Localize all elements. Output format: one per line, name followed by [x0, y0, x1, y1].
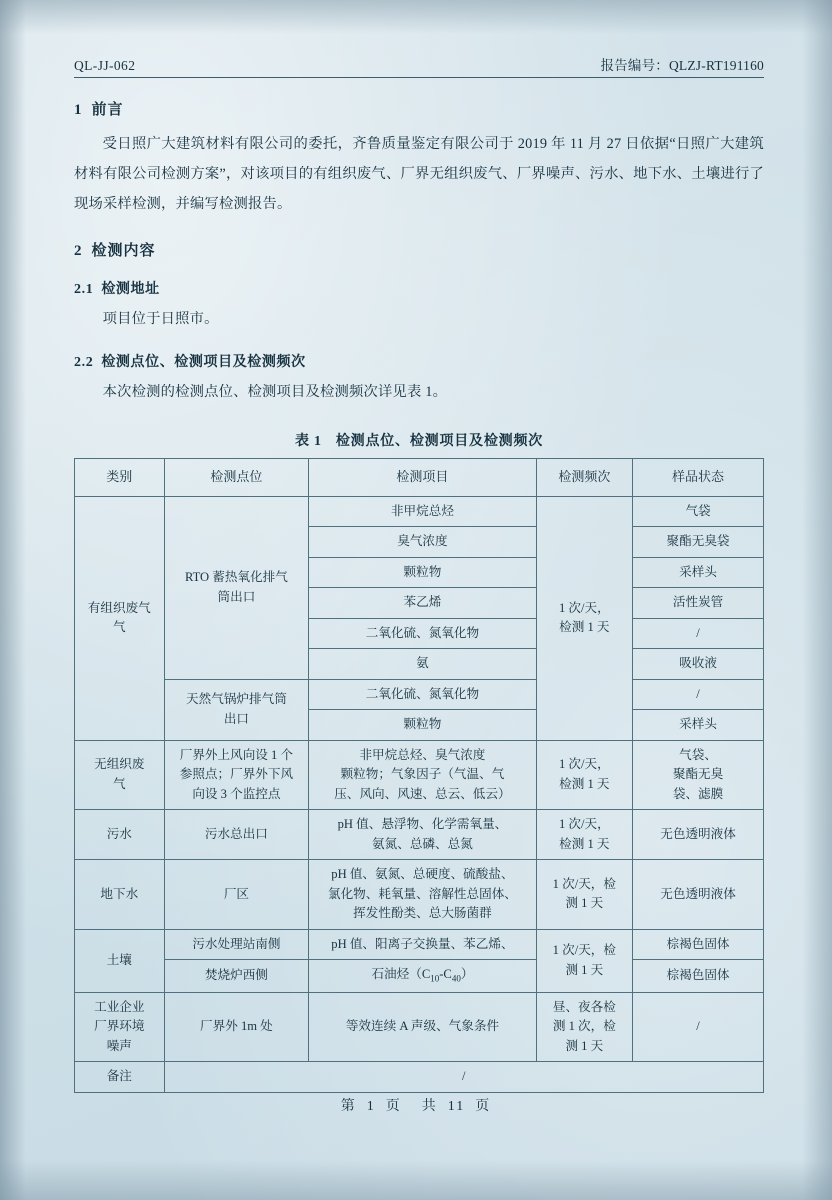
cell-sample-state: 采样头	[633, 710, 764, 741]
cell-site: 污水总出口	[164, 810, 309, 860]
frequency-line-1: 1 次/天，	[558, 600, 610, 615]
cell-site: 污水处理站南侧	[164, 929, 309, 960]
document-code: QL-JJ-062	[74, 58, 136, 73]
cell-item: 二氧化硫、氮氧化物	[309, 618, 536, 649]
cell-category-soil: 土壤	[75, 929, 165, 992]
category-line-2: 厂界环境	[94, 1019, 145, 1034]
cell-item-petroleum	[309, 960, 536, 992]
item-line-2: 氨氮、总磷、总氮	[372, 836, 473, 851]
site-line-2: 参照点；厂界外下风	[179, 767, 294, 782]
frequency-line-2: 检测 1 天	[559, 620, 610, 635]
section-2-2-number: 2.2	[74, 355, 94, 371]
cell-sample-state: 无色透明液体	[633, 810, 764, 860]
cell-site: 焚烧炉西侧	[164, 960, 309, 992]
cell-category-wastewater: 污水	[75, 810, 165, 860]
cell-item: 等效连续 A 声级、气象条件	[309, 992, 536, 1062]
section-heading-2-2	[74, 351, 764, 371]
cell-site: 厂区	[164, 860, 309, 930]
table-row	[75, 929, 764, 960]
cell-sample-state: 棕褐色固体	[633, 929, 764, 960]
category-line-2: 气	[112, 776, 126, 791]
cell-item: 臭气浓度	[309, 527, 536, 558]
page-edge-right	[802, 0, 832, 1200]
cell-item: 颗粒物	[309, 710, 536, 741]
section-2-title: 检测内容	[91, 243, 156, 260]
footer-total-prefix: 共	[421, 1099, 438, 1114]
cell-sample-state: 气袋	[633, 496, 764, 527]
header-category: 类别	[75, 459, 165, 496]
frequency-line-1: 1 次/天，	[558, 817, 610, 832]
footer-page-number: 1	[366, 1099, 376, 1114]
header-item: 检测项目	[309, 459, 536, 496]
item-sub-40: 40	[451, 973, 461, 984]
cell-item: pH 值、阳离子交换量、苯乙烯、	[309, 929, 536, 960]
cell-item: 氨	[309, 649, 536, 680]
item-line-2: 氯化物、耗氧量、溶解性总固体、	[327, 886, 517, 901]
table-row	[75, 992, 764, 1062]
table-row	[75, 740, 764, 810]
site-line-1: 厂界外上风向设 1 个	[179, 747, 294, 762]
frequency-line-3: 测 1 天	[565, 1038, 604, 1053]
frequency-line-1: 1 次/天，检	[552, 876, 616, 891]
table-row	[75, 860, 764, 930]
section-heading-2-1	[74, 278, 764, 298]
table-row	[75, 810, 764, 860]
site-line-1: RTO 蓄热氧化排气	[184, 570, 288, 585]
cell-sample-state	[633, 740, 764, 810]
item-line-2: 颗粒物；气象因子（气温、气	[340, 767, 505, 782]
report-number-value: QLZJ-RT191160	[668, 58, 764, 73]
footer-total-number: 11	[447, 1099, 466, 1114]
site-line-3: 向设 3 个监控点	[192, 786, 281, 801]
frequency-line-2: 检测 1 天	[559, 776, 610, 791]
item-pre: 石油烃（C	[371, 967, 431, 982]
section-heading-2	[74, 239, 764, 260]
frequency-line-1: 1 次/天，检	[552, 943, 616, 958]
frequency-line-2: 测 1 天	[565, 962, 604, 977]
cell-frequency	[536, 860, 632, 930]
cell-sample-state: 采样头	[633, 557, 764, 588]
table-caption-text: 检测点位、检测项目及检测频次	[335, 434, 544, 450]
header-site: 检测点位	[164, 459, 309, 496]
cell-frequency	[536, 810, 632, 860]
state-line-2: 聚酯无臭	[672, 767, 724, 782]
cell-sample-state: 吸收液	[633, 649, 764, 680]
category-line-1: 无组织废	[94, 757, 145, 772]
page-edge-bottom	[0, 1160, 832, 1200]
section-2-1-paragraph: 项目位于日照市。	[102, 311, 219, 328]
footer-page-prefix: 第	[340, 1099, 357, 1114]
cell-frequency	[536, 992, 632, 1062]
cell-frequency	[536, 740, 632, 810]
table-caption	[74, 430, 764, 450]
cell-site	[164, 740, 309, 810]
category-line-2: 气	[112, 620, 126, 635]
page-edge-left	[0, 0, 26, 1200]
item-post: ）	[460, 967, 474, 982]
frequency-line-1: 昼、夜各检	[552, 999, 616, 1014]
category-line-3: 噪声	[106, 1038, 132, 1053]
cell-item: 非甲烷总烃	[309, 496, 536, 527]
section-2-number: 2	[74, 243, 83, 260]
section-2-2-title: 检测点位、检测项目及检测频次	[101, 355, 306, 371]
cell-category-noise	[75, 992, 165, 1062]
cell-item	[309, 740, 536, 810]
state-line-1: 气袋、	[679, 747, 717, 762]
frequency-line-2: 检测 1 天	[559, 836, 610, 851]
category-line-1: 工业企业	[94, 999, 145, 1014]
table-row	[75, 1062, 764, 1093]
page-header	[74, 54, 764, 78]
cell-item: 苯乙烯	[309, 588, 536, 619]
item-line-1: 非甲烷总烃、臭气浓度	[359, 747, 486, 762]
cell-sample-state: /	[633, 679, 764, 710]
cell-sample-state: 棕褐色固体	[633, 960, 764, 992]
site-line-1: 天然气锅炉排气筒	[186, 692, 287, 707]
cell-item: 颗粒物	[309, 557, 536, 588]
header-frequency: 检测频次	[536, 459, 632, 496]
site-line-2: 出口	[223, 711, 249, 726]
table-head	[75, 459, 764, 496]
frequency-line-2: 测 1 天	[565, 896, 604, 911]
report-number-label: 报告编号：	[600, 58, 669, 73]
table-row	[75, 496, 764, 527]
cell-frequency	[536, 929, 632, 992]
table-caption-number: 表 1	[294, 434, 322, 450]
section-1-title: 前言	[91, 102, 124, 118]
section-2-2-paragraph: 本次检测的检测点位、检测项目及检测频次详见表 1。	[102, 384, 448, 401]
report-number	[600, 54, 764, 74]
page-footer	[0, 1095, 832, 1115]
cell-site-rto	[164, 496, 309, 679]
header-sample-state: 样品状态	[633, 459, 764, 496]
section-1-number: 1	[74, 102, 83, 118]
cell-category-remark: 备注	[75, 1062, 165, 1093]
cell-site-boiler	[164, 679, 309, 740]
site-line-2: 筒出口	[217, 589, 256, 604]
cell-frequency-organized	[536, 496, 632, 740]
page-edge-top	[0, 0, 832, 34]
cell-sample-state: 聚酯无臭袋	[633, 527, 764, 558]
cell-category-groundwater: 地下水	[75, 860, 165, 930]
section-1-paragraph: 受日照广大建筑材料有限公司的委托，齐鲁质量鉴定有限公司于 2019 年 11 月 27 日依据“日照广大建筑材料有限公司检测方案”，对该项目的有组织废气、厂界无组织废气、厂界噪声、污水、地下水、土壤进行了现场采样检测，并编写检测报告。	[74, 136, 764, 213]
footer-page-unit: 页	[385, 1099, 402, 1114]
item-line-1: pH 值、氨氮、总硬度、硫酸盐、	[331, 867, 514, 882]
table-row	[75, 960, 764, 992]
cell-remark-value: /	[164, 1062, 763, 1093]
cell-sample-state: 活性炭管	[633, 588, 764, 619]
section-heading-1	[74, 98, 764, 119]
footer-total-unit: 页	[475, 1099, 492, 1114]
cell-item	[309, 810, 536, 860]
cell-item	[309, 860, 536, 930]
section-2-1-number: 2.1	[74, 282, 94, 298]
frequency-line-2: 测 1 次，检	[552, 1019, 616, 1034]
cell-site: 厂界外 1m 处	[164, 992, 309, 1062]
cell-sample-state: 无色透明液体	[633, 860, 764, 930]
item-mid: -C	[439, 967, 452, 982]
cell-sample-state: /	[633, 992, 764, 1062]
detection-table	[74, 458, 764, 1092]
table-header-row	[75, 459, 764, 496]
table-row	[75, 679, 764, 710]
cell-category-unorganized	[75, 740, 165, 810]
cell-category-organized	[75, 496, 165, 740]
frequency-line-1: 1 次/天，	[558, 757, 610, 772]
document-content	[74, 54, 764, 1093]
item-sub-10: 10	[430, 973, 440, 984]
category-line-1: 有组织废气	[87, 600, 151, 615]
item-line-3: 压、风向、风速、总云、低云）	[334, 786, 511, 801]
cell-sample-state: /	[633, 618, 764, 649]
table-body	[75, 496, 764, 1092]
cell-item: 二氧化硫、氮氧化物	[309, 679, 536, 710]
item-line-3: 挥发性酚类、总大肠菌群	[353, 906, 492, 921]
state-line-3: 袋、滤膜	[672, 786, 724, 801]
section-2-1-title: 检测地址	[101, 282, 160, 298]
item-line-1: pH 值、悬浮物、化学需氧量、	[337, 817, 508, 832]
